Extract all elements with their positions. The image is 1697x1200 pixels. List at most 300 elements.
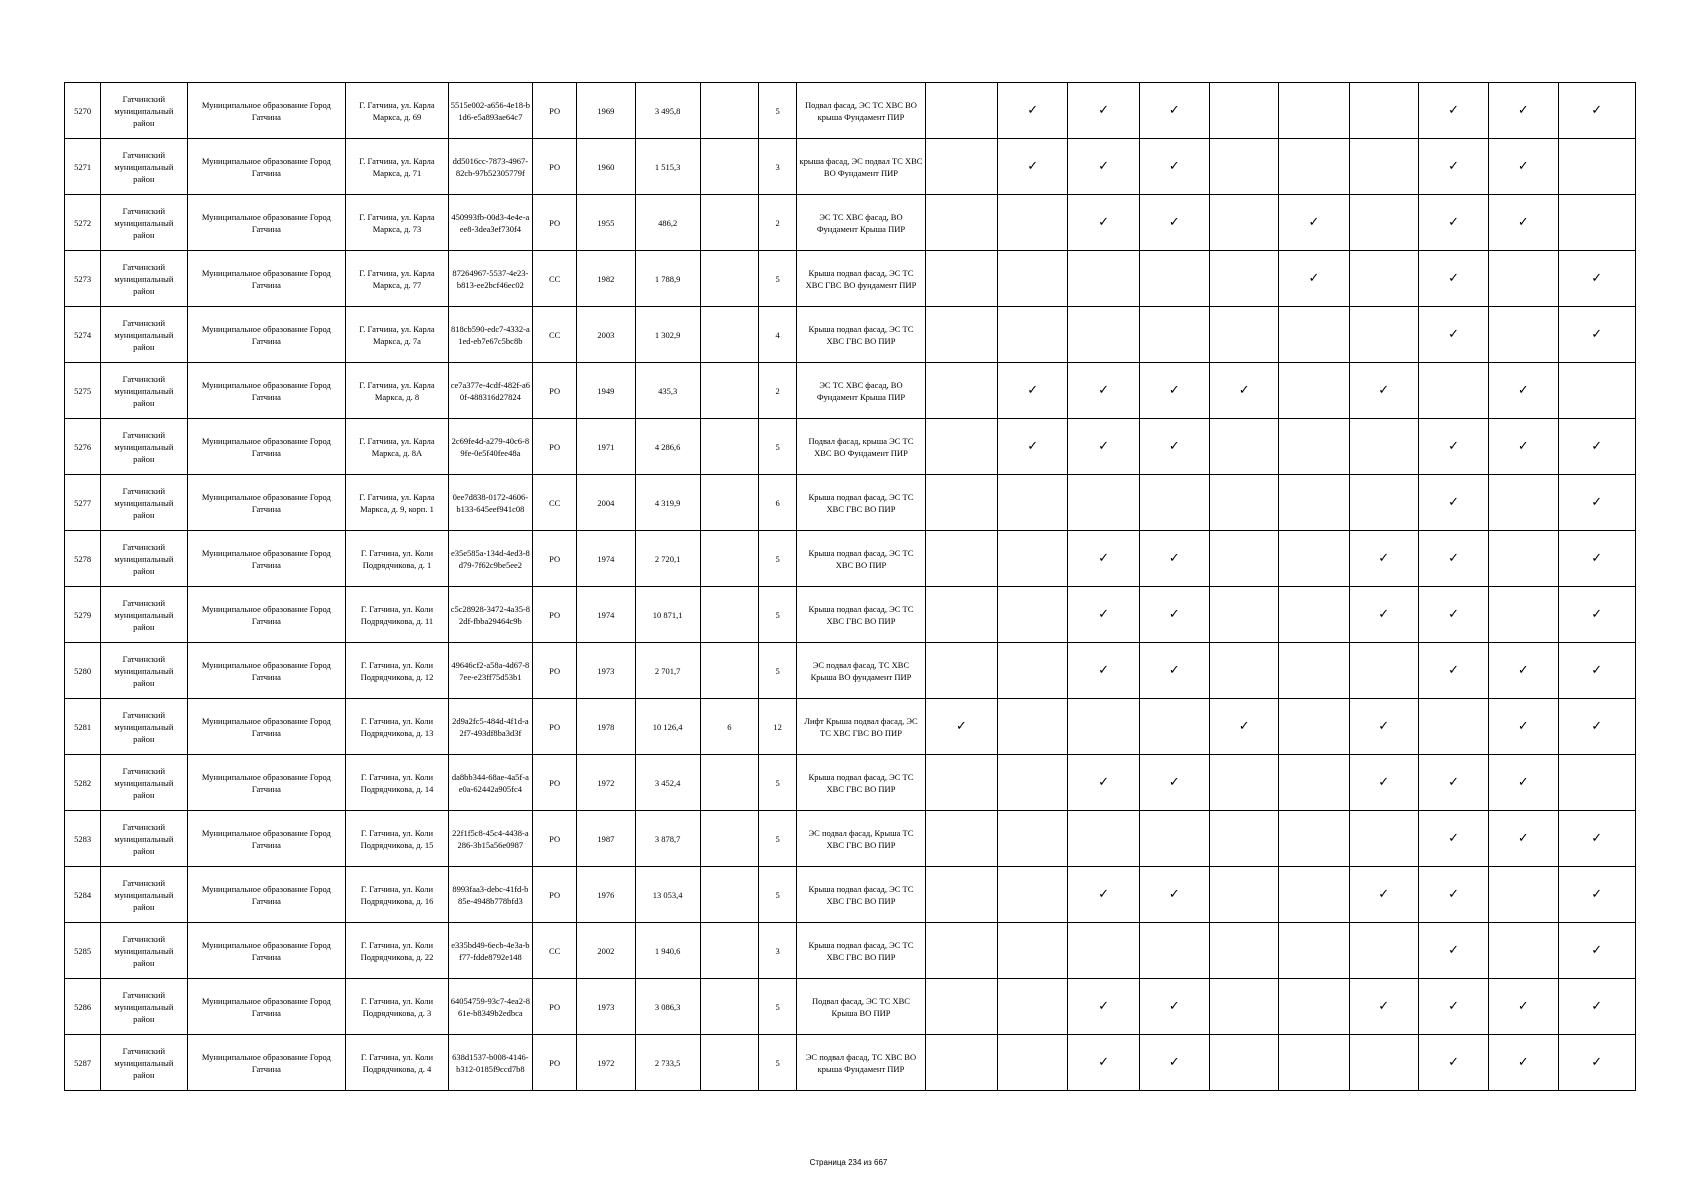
check-mark-icon: ✓ [1418, 867, 1488, 923]
empty-cell [1210, 531, 1279, 587]
district-cell: Гатчинский муниципальный район [101, 307, 187, 363]
table-row [65, 811, 1636, 867]
check-mark-icon: ✓ [1489, 755, 1558, 811]
check-mark-icon: ✓ [1418, 755, 1488, 811]
row-number-cell: 5285 [65, 923, 101, 979]
empty-cell [1210, 979, 1279, 1035]
empty-cell [998, 811, 1068, 867]
check-mark-icon: ✓ [1418, 1035, 1488, 1091]
check-mark-icon: ✓ [1558, 923, 1635, 979]
municipality-cell: Муниципальное образование Город Гатчина [187, 475, 346, 531]
floors-cell: 5 [759, 251, 797, 307]
empty-cell [1068, 251, 1139, 307]
empty-cell [1279, 643, 1349, 699]
address-cell: Г. Гатчина, ул. Карла Маркса, д. 71 [346, 139, 448, 195]
floors-cell: 5 [759, 587, 797, 643]
address-cell: Г. Гатчина, ул. Коли Подрядчикова, д. 14 [346, 755, 448, 811]
check-mark-icon: ✓ [1418, 979, 1488, 1035]
works-cell: Крыша подвал фасад, ЭС ТС ХВС ГВС ВО ПИР [797, 307, 926, 363]
empty-cell [925, 139, 997, 195]
year-cell: 1972 [577, 1035, 635, 1091]
empty-cell [1489, 923, 1558, 979]
empty-cell [998, 475, 1068, 531]
empty-cell [1210, 195, 1279, 251]
check-mark-icon: ✓ [1068, 139, 1139, 195]
type-cell: РО [533, 979, 577, 1035]
empty-cell [1558, 195, 1635, 251]
floors-cell: 2 [759, 195, 797, 251]
empty-cell [998, 251, 1068, 307]
guid-cell: 0ee7d838-0172-4606-b133-645eef941c08 [448, 475, 532, 531]
table-body [65, 83, 1636, 1091]
empty-cell [1418, 699, 1488, 755]
empty-cell [1279, 979, 1349, 1035]
empty-cell [1068, 811, 1139, 867]
check-mark-icon: ✓ [1418, 139, 1488, 195]
guid-cell: ce7a377e-4cdf-482f-a60f-488316d27824 [448, 363, 532, 419]
guid-cell: e35e585a-134d-4ed3-8d79-7f62c9be5ee2 [448, 531, 532, 587]
check-mark-icon: ✓ [1489, 979, 1558, 1035]
area-cell: 10 126,4 [635, 699, 700, 755]
district-cell: Гатчинский муниципальный район [101, 475, 187, 531]
year-cell: 1971 [577, 419, 635, 475]
check-mark-icon: ✓ [1349, 699, 1418, 755]
area-cell: 486,2 [635, 195, 700, 251]
district-cell: Гатчинский муниципальный район [101, 755, 187, 811]
check-mark-icon: ✓ [1418, 251, 1488, 307]
area-cell: 1 302,9 [635, 307, 700, 363]
empty-cell [1279, 531, 1349, 587]
row-number-cell: 5280 [65, 643, 101, 699]
municipality-cell: Муниципальное образование Город Гатчина [187, 83, 346, 139]
check-mark-icon: ✓ [1558, 307, 1635, 363]
check-mark-icon: ✓ [1068, 979, 1139, 1035]
check-mark-icon: ✓ [1558, 475, 1635, 531]
empty-cell [1068, 307, 1139, 363]
area-cell: 2 720,1 [635, 531, 700, 587]
municipality-cell: Муниципальное образование Город Гатчина [187, 923, 346, 979]
empty-cell [925, 1035, 997, 1091]
table-row [65, 139, 1636, 195]
empty-cell [1210, 867, 1279, 923]
check-mark-icon: ✓ [1139, 419, 1209, 475]
table-row [65, 755, 1636, 811]
check-mark-icon: ✓ [1558, 643, 1635, 699]
works-cell: Крыша подвал фасад, ЭС ТС ХВС ГВС ВО фундамент ПИР [797, 251, 926, 307]
check-mark-icon: ✓ [1418, 83, 1488, 139]
municipality-cell: Муниципальное образование Город Гатчина [187, 699, 346, 755]
check-mark-icon: ✓ [1558, 83, 1635, 139]
area-cell: 4 319,9 [635, 475, 700, 531]
empty-cell [1279, 587, 1349, 643]
check-mark-icon: ✓ [1068, 419, 1139, 475]
check-mark-icon: ✓ [1418, 419, 1488, 475]
table-row [65, 195, 1636, 251]
check-mark-icon: ✓ [1349, 755, 1418, 811]
type-cell: РО [533, 811, 577, 867]
floors-cell: 5 [759, 979, 797, 1035]
works-cell: Крыша подвал фасад, ЭС ТС ХВС ГВС ВО ПИР [797, 475, 926, 531]
empty-cell [1210, 251, 1279, 307]
type-cell: СС [533, 307, 577, 363]
empty-cell [1279, 475, 1349, 531]
district-cell: Гатчинский муниципальный район [101, 1035, 187, 1091]
address-cell: Г. Гатчина, ул. Карла Маркса, д. 69 [346, 83, 448, 139]
empty-cell [1139, 475, 1209, 531]
works-cell: Крыша подвал фасад, ЭС ТС ХВС ГВС ВО ПИР [797, 587, 926, 643]
type-cell: РО [533, 83, 577, 139]
empty-cell [1279, 867, 1349, 923]
floors-cell: 5 [759, 531, 797, 587]
works-cell: Крыша подвал фасад, ЭС ТС ХВС ГВС ВО ПИР [797, 923, 926, 979]
floors-extra-cell [700, 531, 758, 587]
works-cell: крыша фасад, ЭС подвал ТС ХВС ВО Фундамент ПИР [797, 139, 926, 195]
check-mark-icon: ✓ [1068, 363, 1139, 419]
row-number-cell: 5276 [65, 419, 101, 475]
floors-cell: 5 [759, 811, 797, 867]
address-cell: Г. Гатчина, ул. Коли Подрядчикова, д. 16 [346, 867, 448, 923]
empty-cell [925, 755, 997, 811]
empty-cell [998, 1035, 1068, 1091]
area-cell: 2 701,7 [635, 643, 700, 699]
year-cell: 1972 [577, 755, 635, 811]
row-number-cell: 5272 [65, 195, 101, 251]
table-row [65, 979, 1636, 1035]
floors-extra-cell [700, 83, 758, 139]
year-cell: 2004 [577, 475, 635, 531]
year-cell: 1973 [577, 643, 635, 699]
area-cell: 3 086,3 [635, 979, 700, 1035]
floors-extra-cell [700, 643, 758, 699]
row-number-cell: 5277 [65, 475, 101, 531]
floors-extra-cell [700, 139, 758, 195]
type-cell: РО [533, 531, 577, 587]
type-cell: РО [533, 1035, 577, 1091]
floors-cell: 3 [759, 923, 797, 979]
empty-cell [1349, 307, 1418, 363]
table-row [65, 643, 1636, 699]
check-mark-icon: ✓ [998, 363, 1068, 419]
guid-cell: 87264967-5537-4e23-b813-ee2bcf46ec02 [448, 251, 532, 307]
guid-cell: 450993fb-00d3-4e4e-aee8-3dea3ef730f4 [448, 195, 532, 251]
check-mark-icon: ✓ [1489, 363, 1558, 419]
empty-cell [1210, 643, 1279, 699]
empty-cell [1279, 923, 1349, 979]
check-mark-icon: ✓ [1349, 867, 1418, 923]
check-mark-icon: ✓ [1418, 531, 1488, 587]
year-cell: 1949 [577, 363, 635, 419]
check-mark-icon: ✓ [1139, 587, 1209, 643]
works-cell: Лифт Крыша подвал фасад, ЭС ТС ХВС ГВС ВО ПИР [797, 699, 926, 755]
district-cell: Гатчинский муниципальный район [101, 979, 187, 1035]
year-cell: 1974 [577, 587, 635, 643]
works-cell: ЭС ТС ХВС фасад, ВО Фундамент Крыша ПИР [797, 363, 926, 419]
empty-cell [1349, 923, 1418, 979]
empty-cell [925, 867, 997, 923]
address-cell: Г. Гатчина, ул. Коли Подрядчикова, д. 1 [346, 531, 448, 587]
check-mark-icon: ✓ [1068, 83, 1139, 139]
municipality-cell: Муниципальное образование Город Гатчина [187, 755, 346, 811]
year-cell: 1982 [577, 251, 635, 307]
empty-cell [1279, 699, 1349, 755]
district-cell: Гатчинский муниципальный район [101, 643, 187, 699]
check-mark-icon: ✓ [1068, 1035, 1139, 1091]
works-cell: Крыша подвал фасад, ЭС ТС ХВС ГВС ВО ПИР [797, 867, 926, 923]
year-cell: 1969 [577, 83, 635, 139]
municipality-cell: Муниципальное образование Город Гатчина [187, 979, 346, 1035]
floors-extra-cell [700, 475, 758, 531]
check-mark-icon: ✓ [1139, 363, 1209, 419]
works-cell: Подвал фасад, ЭС ТС ХВС ВО крыша Фундамент ПИР [797, 83, 926, 139]
address-cell: Г. Гатчина, ул. Коли Подрядчикова, д. 22 [346, 923, 448, 979]
table-row [65, 699, 1636, 755]
check-mark-icon: ✓ [1068, 587, 1139, 643]
address-cell: Г. Гатчина, ул. Карла Маркса, д. 77 [346, 251, 448, 307]
empty-cell [1068, 475, 1139, 531]
empty-cell [1139, 307, 1209, 363]
floors-cell: 2 [759, 363, 797, 419]
address-cell: Г. Гатчина, ул. Карла Маркса, д. 7а [346, 307, 448, 363]
table-row [65, 251, 1636, 307]
table-row [65, 531, 1636, 587]
empty-cell [1279, 307, 1349, 363]
check-mark-icon: ✓ [1489, 195, 1558, 251]
empty-cell [925, 307, 997, 363]
table-row [65, 867, 1636, 923]
empty-cell [1210, 419, 1279, 475]
empty-cell [925, 923, 997, 979]
table-row [65, 475, 1636, 531]
guid-cell: c5c28928-3472-4a35-82df-fbba29464c9b [448, 587, 532, 643]
check-mark-icon: ✓ [1349, 587, 1418, 643]
empty-cell [1349, 811, 1418, 867]
empty-cell [1349, 83, 1418, 139]
address-cell: Г. Гатчина, ул. Карла Маркса, д. 73 [346, 195, 448, 251]
address-cell: Г. Гатчина, ул. Карла Маркса, д. 9, корп. 1 [346, 475, 448, 531]
floors-cell: 6 [759, 475, 797, 531]
type-cell: РО [533, 643, 577, 699]
empty-cell [998, 867, 1068, 923]
floors-extra-cell [700, 755, 758, 811]
municipality-cell: Муниципальное образование Город Гатчина [187, 587, 346, 643]
area-cell: 3 878,7 [635, 811, 700, 867]
empty-cell [1349, 475, 1418, 531]
row-number-cell: 5274 [65, 307, 101, 363]
municipality-cell: Муниципальное образование Город Гатчина [187, 195, 346, 251]
check-mark-icon: ✓ [998, 139, 1068, 195]
type-cell: РО [533, 195, 577, 251]
empty-cell [998, 699, 1068, 755]
empty-cell [1139, 811, 1209, 867]
floors-extra-cell [700, 307, 758, 363]
row-number-cell: 5281 [65, 699, 101, 755]
type-cell: РО [533, 363, 577, 419]
empty-cell [1279, 139, 1349, 195]
check-mark-icon: ✓ [1489, 419, 1558, 475]
empty-cell [1489, 251, 1558, 307]
empty-cell [1489, 587, 1558, 643]
guid-cell: dd5016cc-7873-4967-82cb-97b52305779f [448, 139, 532, 195]
address-cell: Г. Гатчина, ул. Коли Подрядчикова, д. 3 [346, 979, 448, 1035]
row-number-cell: 5270 [65, 83, 101, 139]
check-mark-icon: ✓ [1418, 195, 1488, 251]
type-cell: СС [533, 923, 577, 979]
check-mark-icon: ✓ [1489, 83, 1558, 139]
year-cell: 1978 [577, 699, 635, 755]
works-cell: Крыша подвал фасад, ЭС ТС ХВС ВО ПИР [797, 531, 926, 587]
empty-cell [925, 83, 997, 139]
area-cell: 435,3 [635, 363, 700, 419]
guid-cell: 8993faa3-debc-41fd-b85e-4948b778bfd3 [448, 867, 532, 923]
year-cell: 1955 [577, 195, 635, 251]
check-mark-icon: ✓ [1210, 699, 1279, 755]
empty-cell [1279, 419, 1349, 475]
floors-extra-cell [700, 811, 758, 867]
area-cell: 1 788,9 [635, 251, 700, 307]
district-cell: Гатчинский муниципальный район [101, 251, 187, 307]
type-cell: РО [533, 419, 577, 475]
area-cell: 2 733,5 [635, 1035, 700, 1091]
row-number-cell: 5286 [65, 979, 101, 1035]
row-number-cell: 5287 [65, 1035, 101, 1091]
empty-cell [925, 811, 997, 867]
check-mark-icon: ✓ [1139, 139, 1209, 195]
municipality-cell: Муниципальное образование Город Гатчина [187, 867, 346, 923]
floors-cell: 5 [759, 755, 797, 811]
municipality-cell: Муниципальное образование Город Гатчина [187, 531, 346, 587]
check-mark-icon: ✓ [1558, 699, 1635, 755]
empty-cell [1210, 755, 1279, 811]
check-mark-icon: ✓ [1139, 755, 1209, 811]
check-mark-icon: ✓ [1418, 923, 1488, 979]
empty-cell [1418, 363, 1488, 419]
district-cell: Гатчинский муниципальный район [101, 587, 187, 643]
empty-cell [1068, 699, 1139, 755]
check-mark-icon: ✓ [1139, 979, 1209, 1035]
area-cell: 1 515,3 [635, 139, 700, 195]
empty-cell [1489, 531, 1558, 587]
empty-cell [998, 195, 1068, 251]
empty-cell [925, 419, 997, 475]
area-cell: 3 495,8 [635, 83, 700, 139]
works-cell: Крыша подвал фасад, ЭС ТС ХВС ГВС ВО ПИР [797, 755, 926, 811]
floors-cell: 3 [759, 139, 797, 195]
empty-cell [925, 979, 997, 1035]
area-cell: 3 452,4 [635, 755, 700, 811]
check-mark-icon: ✓ [1139, 195, 1209, 251]
year-cell: 2003 [577, 307, 635, 363]
empty-cell [925, 643, 997, 699]
floors-extra-cell [700, 587, 758, 643]
municipality-cell: Муниципальное образование Город Гатчина [187, 643, 346, 699]
check-mark-icon: ✓ [1139, 531, 1209, 587]
check-mark-icon: ✓ [1489, 139, 1558, 195]
check-mark-icon: ✓ [1349, 979, 1418, 1035]
check-mark-icon: ✓ [1418, 643, 1488, 699]
empty-cell [925, 587, 997, 643]
empty-cell [998, 587, 1068, 643]
floors-cell: 5 [759, 1035, 797, 1091]
area-cell: 4 286,6 [635, 419, 700, 475]
check-mark-icon: ✓ [1139, 867, 1209, 923]
empty-cell [1139, 251, 1209, 307]
floors-extra-cell [700, 867, 758, 923]
check-mark-icon: ✓ [998, 419, 1068, 475]
check-mark-icon: ✓ [1489, 643, 1558, 699]
check-mark-icon: ✓ [1068, 755, 1139, 811]
check-mark-icon: ✓ [1068, 531, 1139, 587]
type-cell: РО [533, 587, 577, 643]
empty-cell [1558, 139, 1635, 195]
guid-cell: 49646cf2-a58a-4d67-87ee-e23ff75d53b1 [448, 643, 532, 699]
empty-cell [1558, 755, 1635, 811]
table-row [65, 83, 1636, 139]
empty-cell [1210, 139, 1279, 195]
type-cell: РО [533, 139, 577, 195]
check-mark-icon: ✓ [925, 699, 997, 755]
floors-extra-cell [700, 419, 758, 475]
empty-cell [1139, 923, 1209, 979]
check-mark-icon: ✓ [1279, 195, 1349, 251]
district-cell: Гатчинский муниципальный район [101, 363, 187, 419]
check-mark-icon: ✓ [1558, 531, 1635, 587]
municipality-cell: Муниципальное образование Город Гатчина [187, 363, 346, 419]
check-mark-icon: ✓ [1279, 251, 1349, 307]
empty-cell [998, 979, 1068, 1035]
type-cell: РО [533, 867, 577, 923]
floors-extra-cell [700, 923, 758, 979]
floors-extra-cell: 6 [700, 699, 758, 755]
page-footer: Страница 234 из 667 [809, 1158, 888, 1167]
floors-extra-cell [700, 979, 758, 1035]
floors-cell: 4 [759, 307, 797, 363]
check-mark-icon: ✓ [1349, 531, 1418, 587]
check-mark-icon: ✓ [1210, 363, 1279, 419]
empty-cell [925, 251, 997, 307]
empty-cell [998, 755, 1068, 811]
table-row [65, 307, 1636, 363]
guid-cell: 638d1537-b008-4146-b312-0185f9ccd7b8 [448, 1035, 532, 1091]
works-cell: ЭС подвал фасад, ТС ХВС Крыша ВО фундамент ПИР [797, 643, 926, 699]
row-number-cell: 5275 [65, 363, 101, 419]
empty-cell [925, 475, 997, 531]
empty-cell [1210, 1035, 1279, 1091]
empty-cell [1068, 923, 1139, 979]
empty-cell [1349, 195, 1418, 251]
floors-extra-cell [700, 195, 758, 251]
empty-cell [1279, 755, 1349, 811]
floors-extra-cell [700, 251, 758, 307]
municipality-cell: Муниципальное образование Город Гатчина [187, 307, 346, 363]
guid-cell: 22f1f5c8-45c4-4438-a286-3b15a56e0987 [448, 811, 532, 867]
guid-cell: 5515e002-a656-4e18-b1d6-e5a893ae64c7 [448, 83, 532, 139]
type-cell: РО [533, 755, 577, 811]
table-row [65, 1035, 1636, 1091]
works-cell: ЭС ТС ХВС фасад, ВО Фундамент Крыша ПИР [797, 195, 926, 251]
district-cell: Гатчинский муниципальный район [101, 419, 187, 475]
empty-cell [925, 195, 997, 251]
empty-cell [1349, 139, 1418, 195]
year-cell: 1973 [577, 979, 635, 1035]
row-number-cell: 5278 [65, 531, 101, 587]
table-row [65, 419, 1636, 475]
check-mark-icon: ✓ [1139, 643, 1209, 699]
empty-cell [998, 923, 1068, 979]
empty-cell [1349, 1035, 1418, 1091]
table-row [65, 923, 1636, 979]
check-mark-icon: ✓ [1489, 699, 1558, 755]
floors-cell: 5 [759, 83, 797, 139]
